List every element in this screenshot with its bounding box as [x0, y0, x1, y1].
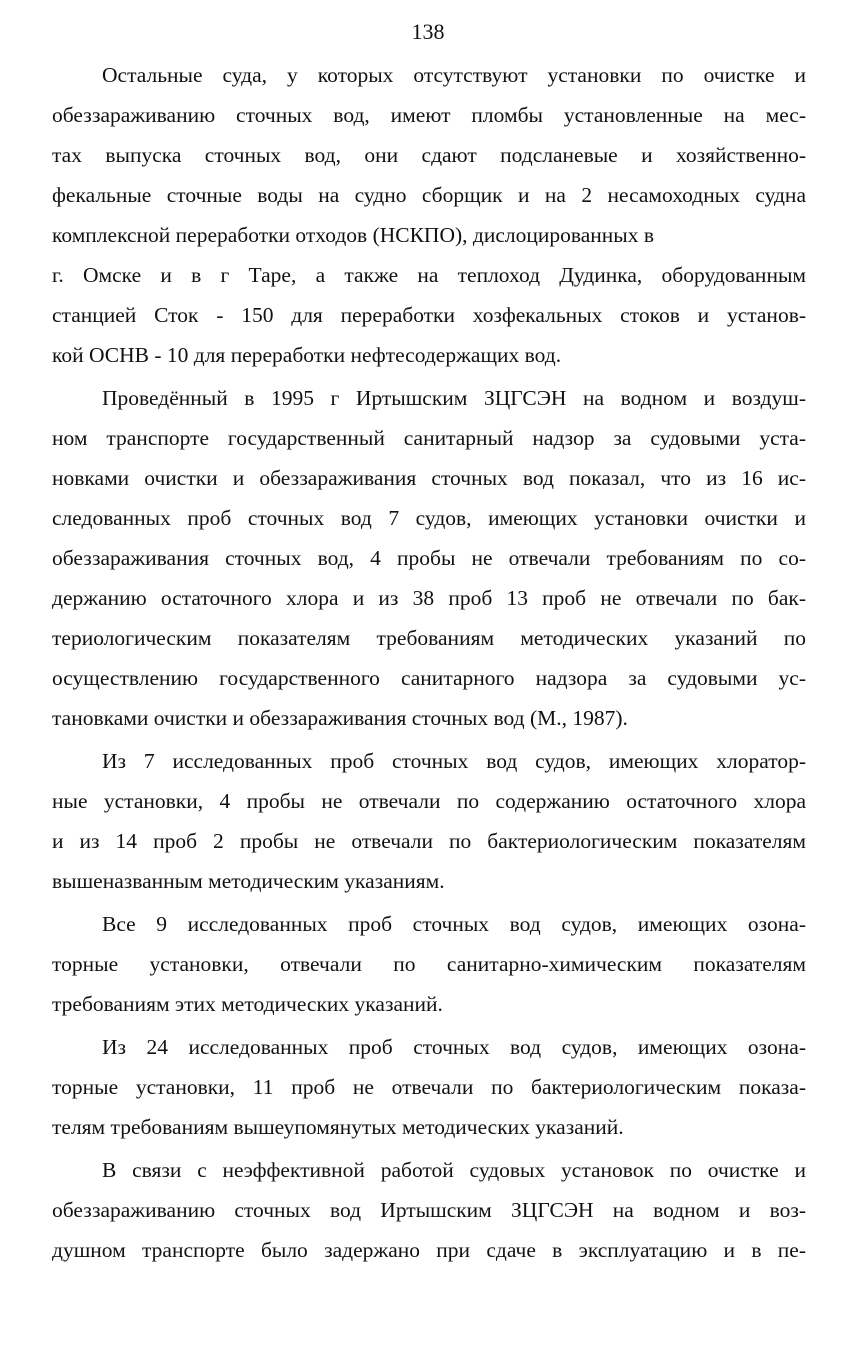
paragraph: [52, 741, 806, 901]
text-line: Все 9 исследованных проб сточных вод судов, имеющих озона-: [102, 912, 806, 936]
text-line: обеззараживания сточных вод, 4 пробы не отвечали требованиям по со-: [52, 546, 806, 570]
text-line: осуществлению государственного санитарного надзора за судовыми ус-: [52, 666, 806, 690]
text-line: держанию остаточного хлора и из 38 проб 13 проб не отвечали по бак-: [52, 586, 806, 610]
text-line: Остальные суда, у которых отсутствуют установки по очистке и: [102, 63, 806, 87]
text-line: комплексной переработки отходов (НСКПО), дислоцированных в: [52, 223, 655, 247]
text-line: обеззараживанию сточных вод Иртышским ЗЦГСЭН на водном и воз-: [52, 1198, 806, 1222]
paragraph: [52, 904, 806, 1024]
paragraph: [52, 378, 806, 738]
text-line: териологическим показателям требованиям методических указаний по: [52, 626, 806, 650]
text-line: Из 24 исследованных проб сточных вод судов, имеющих озона-: [102, 1035, 806, 1059]
text-line: вышеназванным методическим указаниям.: [52, 869, 445, 893]
text-line: ные установки, 4 пробы не отвечали по содержанию остаточного хлора: [52, 789, 806, 813]
text-line: следованных проб сточных вод 7 судов, имеющих установки очистки и: [52, 506, 806, 530]
text-line: кой ОСНВ - 10 для переработки нефтесодержащих вод.: [52, 343, 562, 367]
page-number: 138: [411, 19, 445, 44]
document-body: [52, 55, 806, 1270]
text-line: телям требованиям вышеупомянутых методических указаний.: [52, 1115, 624, 1139]
text-line: ном транспорте государственный санитарный надзор за судовыми уста-: [52, 426, 806, 450]
text-line: новками очистки и обеззараживания сточных вод показал, что из 16 ис-: [52, 466, 806, 490]
paragraph: [52, 1027, 806, 1147]
paragraph: [52, 1150, 806, 1270]
text-line: В связи с неэффективной работой судовых установок по очистке и: [102, 1158, 806, 1182]
text-line: станцией Сток - 150 для переработки хозфекальных стоков и установ-: [52, 303, 806, 327]
text-line: торные установки, отвечали по санитарно-химическим показателям: [52, 952, 806, 976]
text-line: фекальные сточные воды на судно сборщик и на 2 несамоходных судна: [52, 183, 806, 207]
text-line: Проведённый в 1995 г Иртышским ЗЦГСЭН на водном и воздуш-: [102, 386, 806, 410]
paragraph: [52, 55, 806, 375]
text-line: обеззараживанию сточных вод, имеют пломбы установленные на мес-: [52, 103, 806, 127]
text-line: г. Омске и в г Таре, а также на теплоход Дудинка, оборудованным: [52, 263, 806, 287]
text-line: торные установки, 11 проб не отвечали по бактериологическим показа-: [52, 1075, 806, 1099]
text-line: тах выпуска сточных вод, они сдают подсланевые и хозяйственно-: [52, 143, 806, 167]
text-line: душном транспорте было задержано при сдаче в эксплуатацию и в пе-: [52, 1238, 806, 1262]
text-line: требованиям этих методических указаний.: [52, 992, 443, 1016]
text-line: Из 7 исследованных проб сточных вод судов, имеющих хлоратор-: [102, 749, 806, 773]
text-line: тановками очистки и обеззараживания сточных вод (М., 1987).: [52, 706, 628, 730]
text-line: и из 14 проб 2 пробы не отвечали по бактериологическим показателям: [52, 829, 806, 853]
